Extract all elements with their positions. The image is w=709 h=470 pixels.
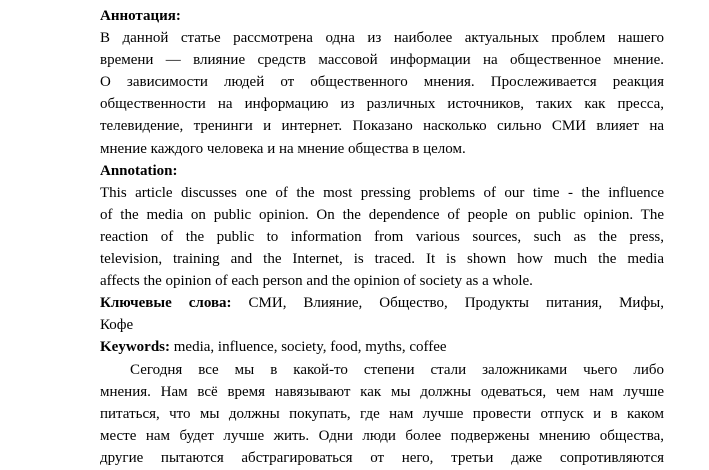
body-paragraph-line xyxy=(100,403,664,425)
keywords-ru-line xyxy=(100,314,664,336)
keywords-en-line xyxy=(100,336,664,358)
line-text: О зависимости людей от общественного мнения. Прослеживается реакция xyxy=(100,74,664,91)
annotation-ru-line xyxy=(100,71,664,93)
body-paragraph-line xyxy=(100,447,664,469)
annotation-heading-en-bold-label: Annotation: xyxy=(100,162,178,179)
line-text: television, training and the Internet, is traced. It is shown how much the media xyxy=(100,251,664,268)
body-paragraph-line xyxy=(100,425,664,447)
line-text: месте нам будет лучше жить. Одни люди более подвержены мнению общества, xyxy=(100,427,664,444)
annotation-heading-en xyxy=(100,160,664,182)
annotation-ru-line xyxy=(100,93,664,115)
document-body xyxy=(100,5,664,469)
annotation-ru-line xyxy=(100,27,664,49)
keywords-ru-line xyxy=(100,292,664,314)
annotation-heading-ru xyxy=(100,5,664,27)
keywords-en-line-bold-label: Keywords: xyxy=(100,339,170,356)
line-text: мнение каждого человека и на мнение общества в целом. xyxy=(100,140,466,157)
annotation-en-line xyxy=(100,248,664,270)
line-text: This article discusses one of the most pressing problems of our time - the influence xyxy=(100,184,664,201)
annotation-en-line xyxy=(100,204,664,226)
line-text: affects the opinion of each person and the opinion of society as a whole. xyxy=(100,273,533,290)
line-text: Сегодня все мы в какой-то степени стали заложниками чьего либо xyxy=(130,361,664,378)
line-text: of the media on public opinion. On the dependence of people on public opinion. The xyxy=(100,206,664,223)
annotation-en-line xyxy=(100,226,664,248)
annotation-heading-ru-bold-label: Аннотация: xyxy=(100,8,181,24)
annotation-en-line xyxy=(100,182,664,204)
line-text: мнения. Нам всё время навязывают как мы должны одеваться, чем нам лучше xyxy=(100,383,664,400)
keywords-ru-line-bold-label: Ключевые слова: xyxy=(100,295,232,312)
line-text: media, influence, society, food, myths, coffee xyxy=(170,339,447,356)
line-text: питаться, что мы должны покупать, где нам лучше провести отпуск и в каком xyxy=(100,405,664,422)
line-text: В данной статье рассмотрена одна из наиболее актуальных проблем нашего xyxy=(100,30,664,47)
line-text: СМИ, Влияние, Общество, Продукты питания, Мифы, xyxy=(231,295,664,312)
body-paragraph-line xyxy=(100,381,664,403)
annotation-ru-line xyxy=(100,49,664,71)
annotation-ru-line xyxy=(100,138,664,160)
line-text: reaction of the public to information from various sources, such as the press, xyxy=(100,228,664,245)
line-text: Кофе xyxy=(100,317,134,334)
line-text: общественности на информацию из различных источников, таких как пресса, xyxy=(100,96,664,113)
body-paragraph-line xyxy=(100,359,664,381)
line-text: другие пытаются абстрагироваться от него, третьи даже сопротивляются xyxy=(100,449,664,466)
annotation-ru-line xyxy=(100,115,664,137)
line-text: времени — влияние средств массовой информации на общественное мнение. xyxy=(100,52,664,69)
line-text: телевидение, тренинги и интернет. Показано насколько сильно СМИ влияет на xyxy=(100,118,664,135)
annotation-en-line xyxy=(100,270,664,292)
